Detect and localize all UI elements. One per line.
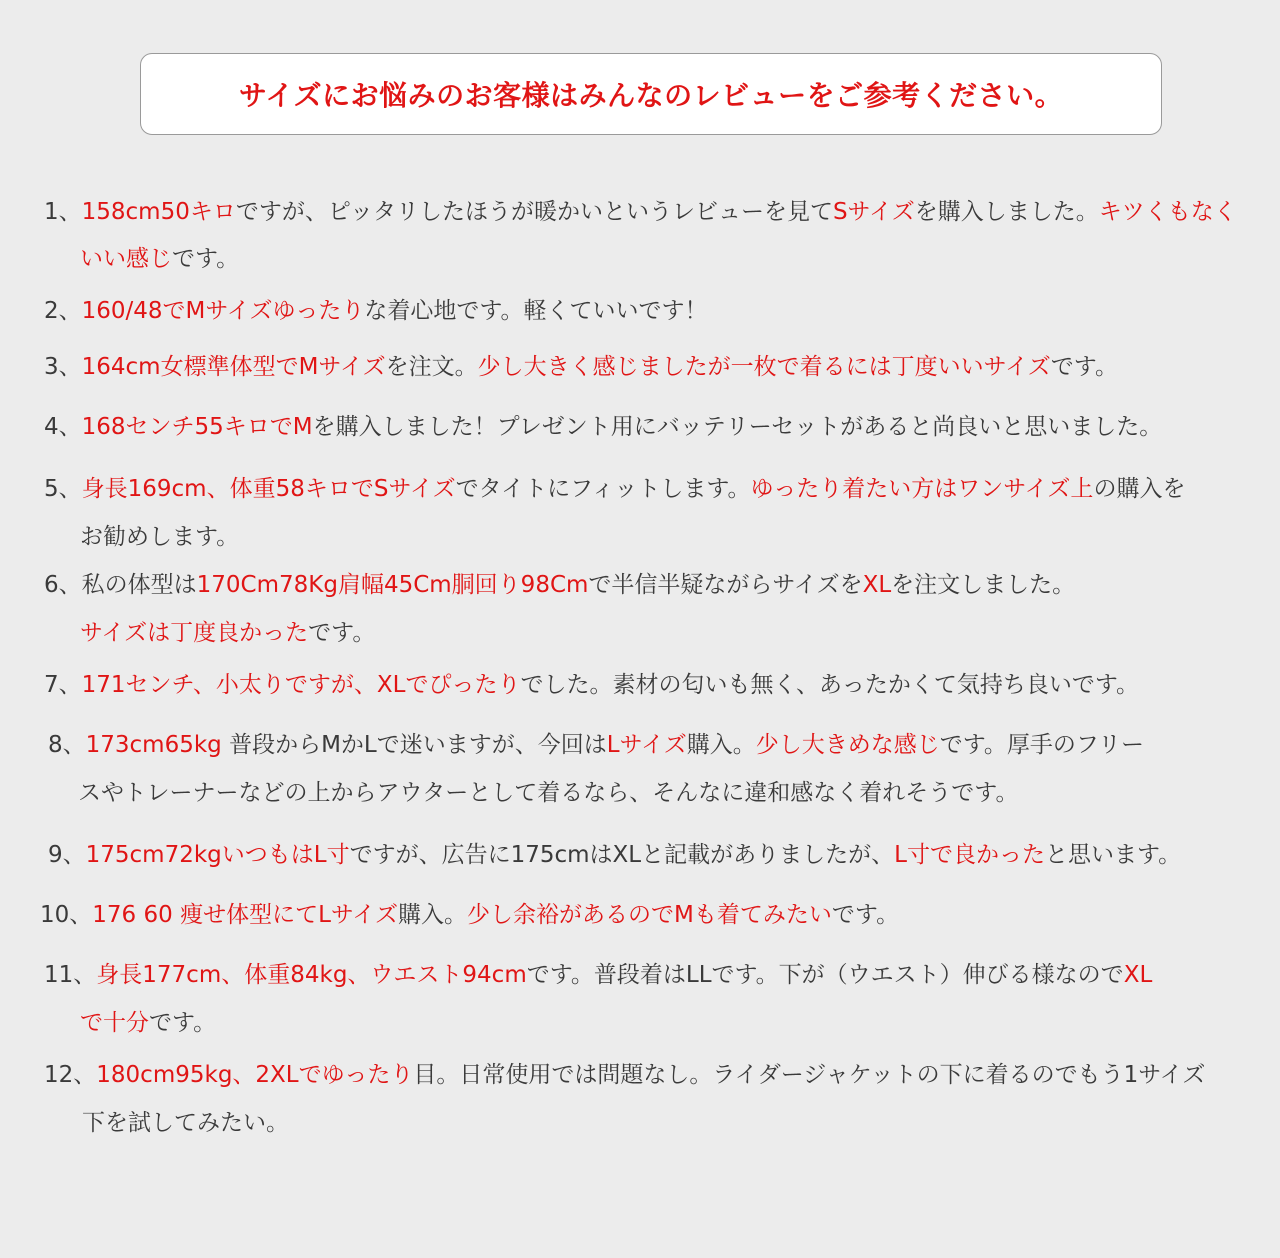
review-text: を注文しました。 bbox=[891, 572, 1076, 598]
review-text: な着心地です。軽くていいです！ bbox=[364, 298, 708, 324]
review-text: を購入しました！プレゼント用にバッテリーセットがあると尚良いと思いました。 bbox=[312, 414, 1163, 440]
highlight-text: 171センチ、小太りですが、XLでぴったり bbox=[81, 672, 521, 698]
review-6-line-1 bbox=[44, 570, 1075, 600]
review-text: 目。日常使用では問題なし。ライダージャケットの下に着るのでもう1サイズ bbox=[413, 1062, 1206, 1088]
highlight-text: 少し大きく感じましたが一枚で着るには丁度いいサイズ bbox=[477, 354, 1051, 380]
review-text: 3、 bbox=[44, 354, 82, 380]
highlight-text: 176 60 痩せ体型にてLサイズ bbox=[92, 902, 399, 928]
review-4-line-1 bbox=[44, 412, 1162, 442]
review-7-line-1 bbox=[44, 670, 1139, 700]
review-text: 7、 bbox=[44, 672, 82, 698]
review-1-line-2 bbox=[80, 244, 239, 274]
highlight-text: Sサイズ bbox=[832, 199, 915, 225]
highlight-text: XL bbox=[862, 572, 892, 598]
highlight-text: 170Cm78Kg肩幅45Cm胴回り98Cm bbox=[196, 572, 589, 598]
review-12-line-1 bbox=[44, 1060, 1205, 1090]
highlight-text: 173cm65kg bbox=[85, 732, 222, 758]
review-text: 2、 bbox=[44, 298, 82, 324]
review-text: です。厚手のフリー bbox=[939, 732, 1144, 758]
highlight-text: 身長177cm、体重84kg、ウエスト94cm bbox=[96, 962, 527, 988]
review-3-line-1 bbox=[44, 352, 1118, 382]
highlight-text: 少し大きめな感じ bbox=[755, 732, 940, 758]
review-11-line-2 bbox=[80, 1008, 216, 1038]
highlight-text: ゆったり着たい方はワンサイズ上 bbox=[750, 476, 1094, 502]
review-text: 普段からMかLで迷いますが、今回は bbox=[221, 732, 607, 758]
highlight-text: XL bbox=[1123, 962, 1153, 988]
review-11-line-1 bbox=[44, 960, 1152, 990]
review-text: スやトレーナーなどの上からアウターとして着るなら、そんなに違和感なく着れそうです。 bbox=[78, 780, 1019, 806]
review-6-line-2 bbox=[80, 618, 375, 648]
highlight-text: で十分 bbox=[80, 1010, 149, 1036]
highlight-text: L寸で良かった bbox=[894, 842, 1045, 868]
review-text: お勧めします。 bbox=[80, 524, 240, 550]
highlight-text: 160/48でMサイズゆったり bbox=[81, 298, 365, 324]
review-text: です。 bbox=[172, 246, 240, 272]
review-text: 購入。 bbox=[398, 902, 468, 928]
review-text: 10、 bbox=[40, 902, 93, 928]
review-text: と思います。 bbox=[1044, 842, 1182, 868]
review-5-line-2 bbox=[80, 522, 239, 552]
review-text: 12、 bbox=[44, 1062, 97, 1088]
review-text: の購入を bbox=[1093, 476, 1186, 502]
review-text: 5、 bbox=[44, 476, 82, 502]
review-text: です。 bbox=[1050, 354, 1118, 380]
highlight-text: サイズは丁度良かった bbox=[80, 620, 309, 646]
review-text: を注文。 bbox=[385, 354, 478, 380]
highlight-text: 身長169cm、体重58キロでSサイズ bbox=[81, 476, 456, 502]
highlight-text: 158cm50キロ bbox=[81, 199, 236, 225]
highlight-text: いい感じ bbox=[80, 246, 172, 272]
review-text: 8、 bbox=[48, 732, 86, 758]
review-text: です。普段着はLLです。下が（ウエスト）伸びる様なので bbox=[526, 962, 1124, 988]
review-text: 1、 bbox=[44, 199, 82, 225]
review-text: です。 bbox=[149, 1010, 217, 1036]
review-9-line-1 bbox=[48, 840, 1181, 870]
review-text: で半信半疑ながらサイズを bbox=[588, 572, 863, 598]
header-title: サイズにお悩みのお客様はみんなのレビューをご参考ください。 bbox=[238, 79, 1064, 112]
highlight-text: 少し余裕があるのでMも着てみたい bbox=[467, 902, 832, 928]
review-8-line-1 bbox=[48, 730, 1144, 760]
review-text: 9、 bbox=[48, 842, 86, 868]
highlight-text: 168センチ55キロでM bbox=[81, 414, 313, 440]
review-text: 11、 bbox=[44, 962, 97, 988]
review-text: ですが、ピッタリしたほうが暖かいというレビューを見て bbox=[235, 199, 833, 225]
review-text: 6、私の体型は bbox=[44, 572, 197, 598]
review-2-line-1 bbox=[44, 296, 708, 326]
review-text: 購入。 bbox=[686, 732, 756, 758]
review-text: 4、 bbox=[44, 414, 82, 440]
review-text: でタイトにフィットします。 bbox=[455, 476, 751, 502]
review-text: 下を試してみたい。 bbox=[82, 1110, 289, 1136]
review-1-line-1 bbox=[44, 197, 1237, 227]
review-text: です。 bbox=[308, 620, 376, 646]
highlight-text: キツくもなく bbox=[1098, 199, 1237, 225]
review-text: でした。素材の匂いも無く、あったかくて気持ち良いです。 bbox=[520, 672, 1139, 698]
review-8-line-2 bbox=[78, 778, 1018, 808]
review-text: です。 bbox=[831, 902, 900, 928]
review-text: ですが、広告に175cmはXLと記載がありましたが、 bbox=[349, 842, 895, 868]
review-10-line-1 bbox=[40, 900, 899, 930]
highlight-text: Lサイズ bbox=[606, 732, 687, 758]
highlight-text: 164cm女標準体型でMサイズ bbox=[81, 354, 386, 380]
highlight-text: 175cm72kgいつもはL寸 bbox=[85, 842, 350, 868]
review-12-line-2 bbox=[82, 1108, 289, 1138]
review-5-line-1 bbox=[44, 474, 1185, 504]
highlight-text: 180cm95kg、2XLでゆったり bbox=[96, 1062, 414, 1088]
review-text: を購入しました。 bbox=[914, 199, 1099, 225]
